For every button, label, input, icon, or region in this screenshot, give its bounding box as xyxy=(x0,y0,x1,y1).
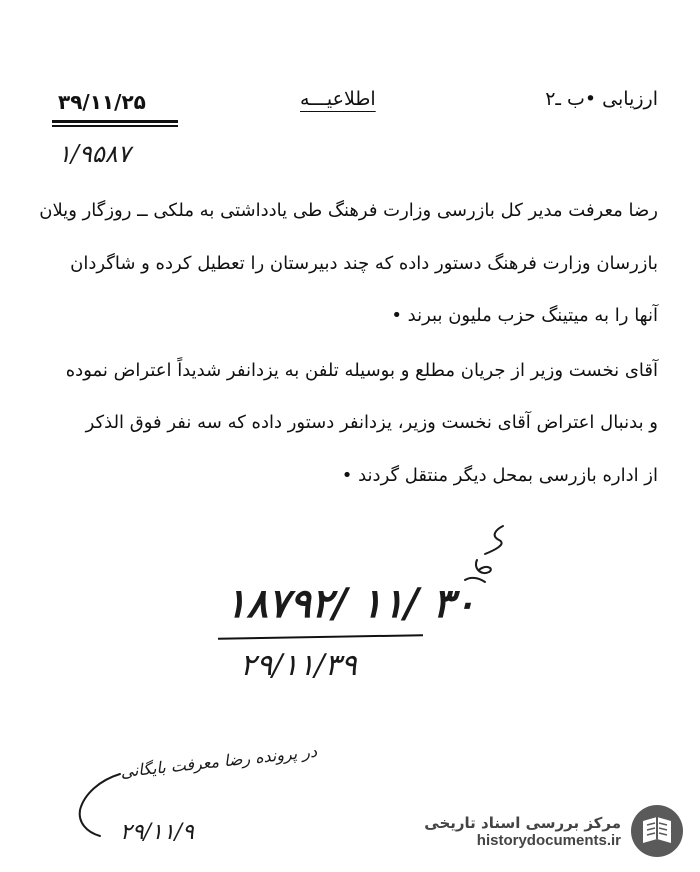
margin-note: در پرونده رضا معرفت بایگانی xyxy=(119,741,318,782)
date-underline xyxy=(52,120,178,123)
header-date: ۳۹/۱۱/۲۵ xyxy=(58,90,146,114)
document-title: اطلاعیـــه xyxy=(300,88,376,110)
watermark-title: مرکز بررسی اسناد تاریخی xyxy=(424,813,621,832)
body-line-1: رضا معرفت مدیر کل بازرسی وزارت فرهنگ طی یادداشتی به ملکی ــ روزگار ویلان xyxy=(39,200,658,221)
body-line-2: بازرسان وزارت فرهنگ دستور داده که چند دبیرستان را تعطیل کرده و شاگردان xyxy=(70,253,658,274)
date-underline-second xyxy=(52,125,178,127)
watermark-url: historydocuments.ir xyxy=(476,831,621,849)
handwritten-number: ۱/۹۵۸۷ xyxy=(58,140,131,168)
body-line-3: آنها را به میتینگ حزب ملیون ببرند • xyxy=(391,305,658,326)
watermark-text xyxy=(424,814,621,849)
body-line-4: آقای نخست وزیر از جریان مطلع و بوسیله تلفن به یزدانفر شدیداً اعتراض نموده xyxy=(65,360,658,381)
registry-date: ۲۹/۱۱/۳۹ xyxy=(240,648,357,683)
book-logo-icon xyxy=(629,803,685,859)
header-reference: ارزیابی •ب ـ۲ xyxy=(545,88,658,110)
body-line-5: و بدنبال اعتراض آقای نخست وزیر، یزدانفر دستور داده که سه نفر فوق الذکر xyxy=(85,412,658,433)
watermark xyxy=(405,800,685,862)
registry-number: ۱۸۷۹۲/ ۱۱/ ۳۰ xyxy=(225,580,476,627)
margin-note-date: ۲۹/۱۱/۹ xyxy=(120,820,194,845)
body-line-6: از اداره بازرسی بمحل دیگر منتقل گردند • xyxy=(341,465,658,486)
registry-underline xyxy=(218,634,423,640)
